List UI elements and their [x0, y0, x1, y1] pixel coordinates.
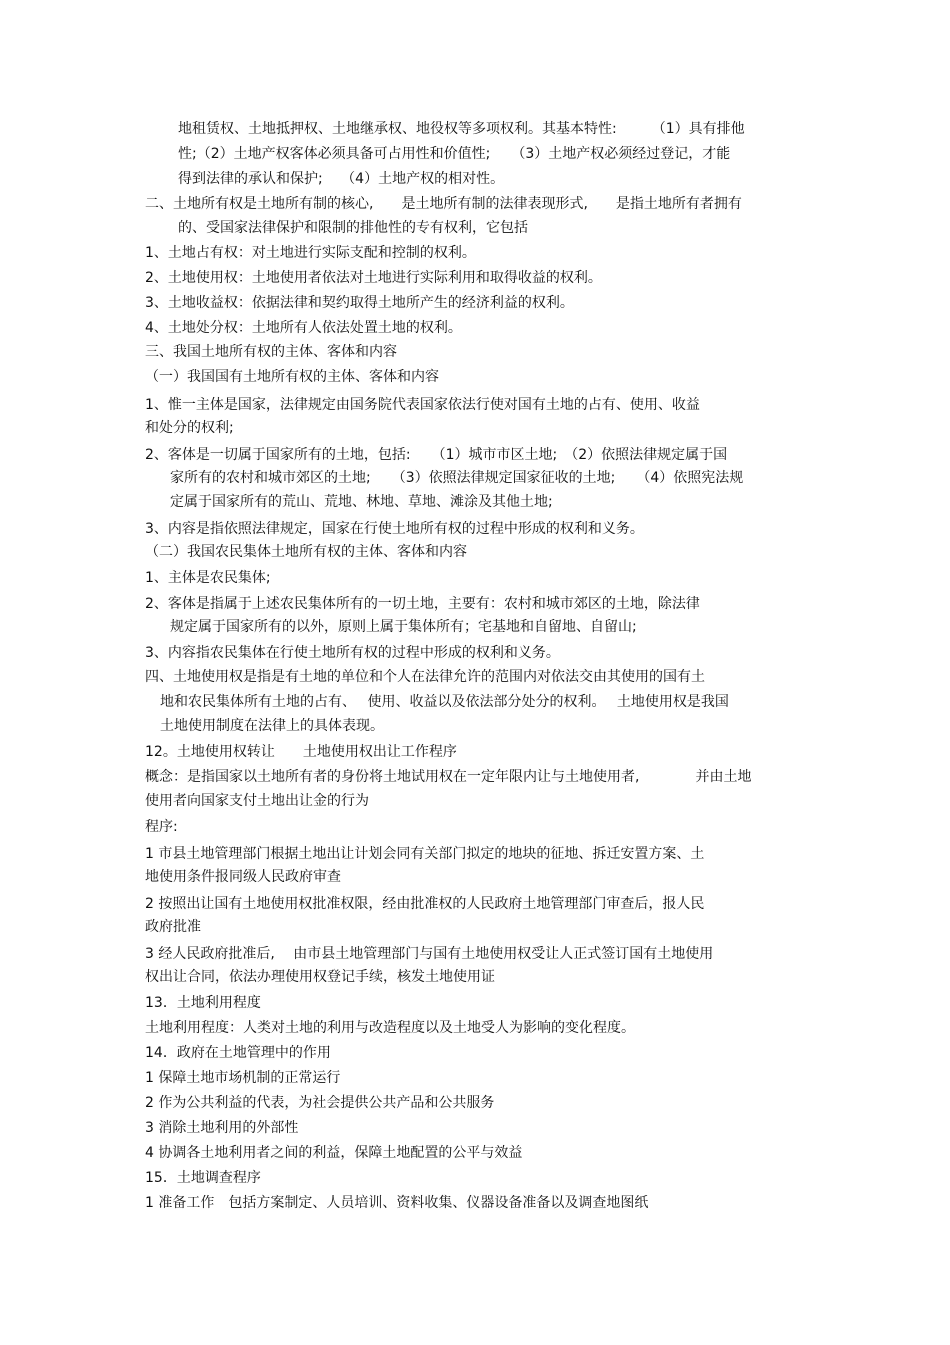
- text-line: 3 经人民政府批准后, 由市县土地管理部门与国有土地使用权受让人正式签订国有土地使用: [145, 946, 714, 962]
- text-line: 地和农民集体所有土地的占有、 使用、收益以及依法部分处分的权利。 土地使用权是我国: [160, 694, 729, 710]
- text-line: 1、惟一主体是国家，法律规定由国务院代表国家依法行使对国有土地的占有、使用、收益: [145, 397, 700, 413]
- text-line: 2、土地使用权：土地使用者依法对土地进行实际利用和取得收益的权利。: [145, 270, 602, 286]
- text-line: 2 按照出让国有土地使用权批准权限，经由批准权的人民政府土地管理部门审查后，报人民: [145, 896, 705, 912]
- section-heading: （一）我国国有土地所有权的主体、客体和内容: [145, 369, 439, 385]
- text-line: 2 作为公共利益的代表，为社会提供公共产品和公共服务: [145, 1095, 495, 1111]
- text-line: 的、受国家法律保护和限制的排他性的专有权利，它包括: [178, 220, 528, 236]
- text-line: 土地利用程度：人类对土地的利用与改造程度以及土地受人为影响的变化程度。: [145, 1020, 635, 1036]
- section-heading: 三、我国土地所有权的主体、客体和内容: [145, 344, 397, 360]
- text-line: 4 协调各土地利用者之间的利益，保障土地配置的公平与效益: [145, 1145, 523, 1161]
- text-line: 政府批准: [145, 919, 201, 935]
- text-line: 3 消除土地利用的外部性: [145, 1120, 299, 1136]
- text-line: 二、土地所有权是土地所有制的核心, 是土地所有制的法律表现形式, 是指土地所有者拥有: [145, 196, 742, 212]
- section-heading: （二）我国农民集体土地所有权的主体、客体和内容: [145, 544, 467, 560]
- text-line: 和处分的权利;: [145, 420, 234, 436]
- text-line: 地租赁权、土地抵押权、土地继承权、地役权等多项权利。其基本特性: （1）具有排他: [178, 121, 745, 137]
- text-line: 1、土地占有权：对土地进行实际支配和控制的权利。: [145, 245, 476, 261]
- text-line: 程序:: [145, 819, 178, 835]
- text-line: 得到法律的承认和保护; （4）土地产权的相对性。: [178, 171, 505, 187]
- text-line: 2、客体是指属于上述农民集体所有的一切土地，主要有：农村和城市郊区的土地，除法律: [145, 596, 700, 612]
- text-line: 1 准备工作 包括方案制定、人员培训、资料收集、仪器设备准备以及调查地图纸: [145, 1195, 649, 1211]
- text-line: 使用者向国家支付土地出让金的行为: [145, 793, 369, 809]
- text-line: 四、土地使用权是指是有土地的单位和个人在法律允许的范围内对依法交由其使用的国有土: [145, 669, 705, 685]
- text-line: 权出让合同，依法办理使用权登记手续，核发土地使用证: [145, 969, 495, 985]
- text-line: 1 市县土地管理部门根据土地出让计划会同有关部门拟定的地块的征地、拆迁安置方案、土: [145, 846, 705, 862]
- text-line: 性;（2）土地产权客体必须具备可占用性和价值性; （3）土地产权必须经过登记，才能: [178, 146, 731, 162]
- text-line: 2、客体是一切属于国家所有的土地，包括: （1）城市市区土地; （2）依照法律规定属于国: [145, 447, 728, 463]
- section-heading: 13．土地利用程度: [145, 995, 261, 1011]
- text-line: 地使用条件报同级人民政府审查: [145, 869, 341, 885]
- text-line: 1、主体是农民集体;: [145, 570, 271, 586]
- text-line: 定属于国家所有的荒山、荒地、林地、草地、滩涂及其他土地;: [170, 494, 553, 510]
- text-line: 3、内容是指依照法律规定，国家在行使土地所有权的过程中形成的权利和义务。: [145, 521, 644, 537]
- text-line: 3、土地收益权：依据法律和契约取得土地所产生的经济利益的权利。: [145, 295, 574, 311]
- text-line: 规定属于国家所有的以外，原则上属于集体所有；宅基地和自留地、自留山;: [170, 619, 637, 635]
- text-line: 家所有的农村和城市郊区的土地; （3）依照法律规定国家征收的土地; （4）依照宪法规: [170, 470, 744, 486]
- section-heading: 12。土地使用权转让 土地使用权出让工作程序: [145, 744, 457, 760]
- text-line: 概念：是指国家以土地所有者的身份将土地试用权在一定年限内让与土地使用者, 并由土地: [145, 769, 752, 785]
- section-heading: 15．土地调查程序: [145, 1170, 261, 1186]
- text-line: 1 保障土地市场机制的正常运行: [145, 1070, 341, 1086]
- section-heading: 14．政府在土地管理中的作用: [145, 1045, 331, 1061]
- text-line: 4、土地处分权：土地所有人依法处置土地的权利。: [145, 320, 462, 336]
- text-line: 土地使用制度在法律上的具体表现。: [160, 718, 384, 734]
- text-line: 3、内容指农民集体在行使土地所有权的过程中形成的权利和义务。: [145, 645, 560, 661]
